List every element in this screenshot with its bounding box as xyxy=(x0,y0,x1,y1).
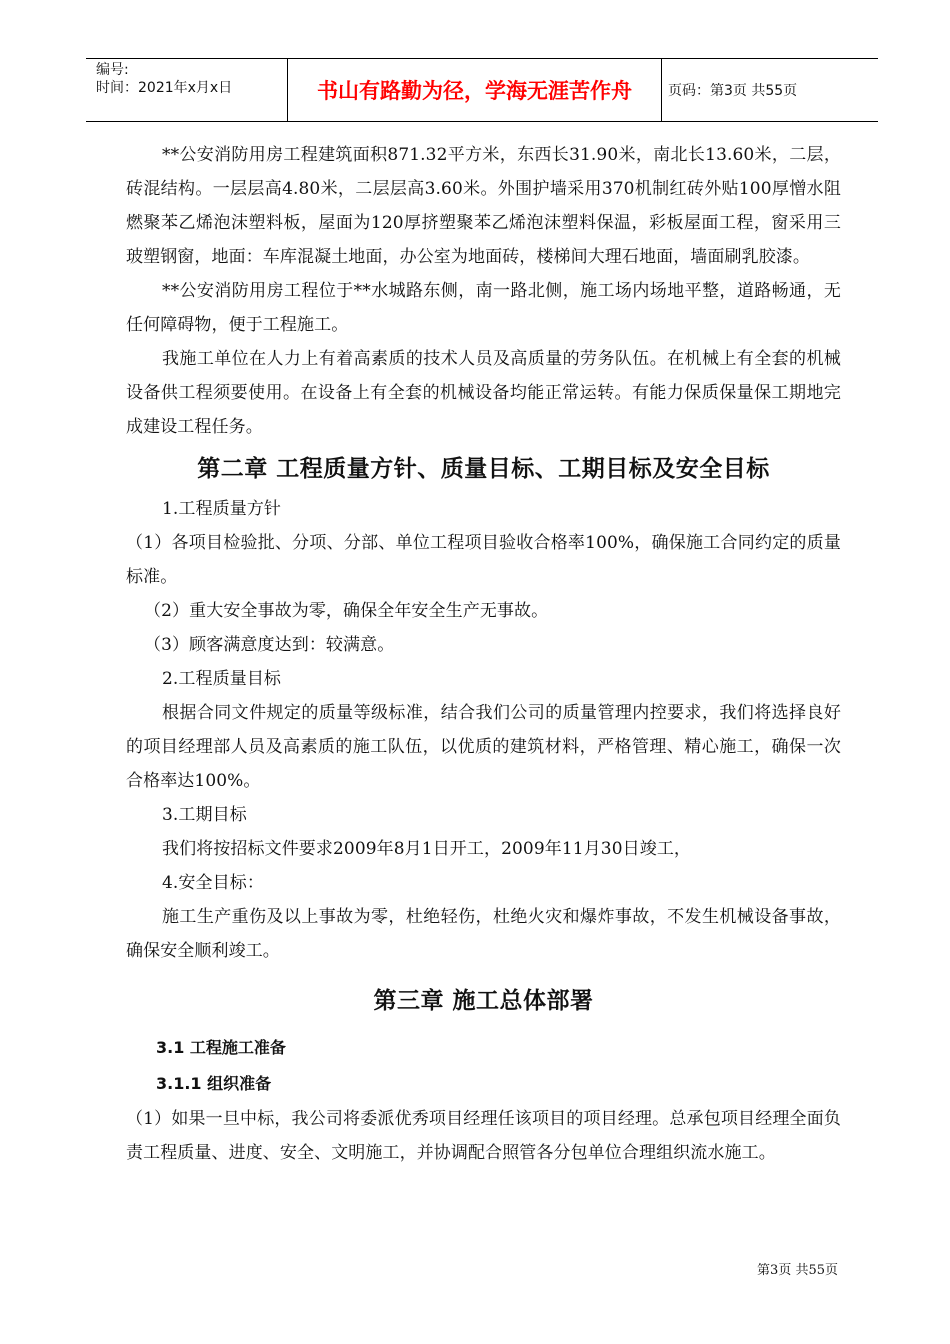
section-quality-policy-title: 1.工程质量方针 xyxy=(162,499,282,519)
quality-target-text: 根据合同文件规定的质量等级标准，结合我们公司的质量管理内控要求，我们将选择良好的项目经理部人员及高素质的施工队伍，以优质的建筑材料，严格管理、精心施工，确保一次合格率达100%。 xyxy=(126,703,841,791)
section-3-1-1-title: 3.1.1 组织准备 xyxy=(156,1074,272,1093)
page-header xyxy=(86,58,878,122)
organization-prep-text: （1）如果一旦中标，我公司将委派优秀项目经理任该项目的项目经理。总承包项目经理全面负责工程质量、进度、安全、文明施工，并协调配合照管各分包单位合理组织流水施工。 xyxy=(126,1109,841,1163)
quality-policy-item-1: （1）各项目检验批、分项、分部、单位工程项目验收合格率100%，确保施工合同约定的质量标准。 xyxy=(126,533,841,587)
header-meta xyxy=(86,59,288,121)
section-schedule-target-title: 3.工期目标 xyxy=(162,805,247,825)
safety-target-text: 施工生产重伤及以上事故为零，杜绝轻伤，杜绝火灾和爆炸事故，不发生机械设备事故，确保安全顺利竣工。 xyxy=(126,907,841,961)
quality-policy-item-3: （3）顾客满意度达到：较满意。 xyxy=(144,635,395,655)
chapter-3-title: 第三章 施工总体部署 xyxy=(373,987,594,1014)
quality-policy-item-2: （2）重大安全事故为零，确保全年安全生产无事故。 xyxy=(144,601,549,621)
document-number-label: 编号: xyxy=(96,62,129,78)
header-page-info: 页码：第3页 共55页 xyxy=(668,83,798,99)
paragraph-contractor-capability: 我施工单位在人力上有着高素质的技术人员及高质量的劳务队伍。在机械上有全套的机械设备供工程须要使用。在设备上有全套的机械设备均能正常运转。有能力保质保量保工期地完成建设工程任务。 xyxy=(126,349,841,437)
page-footer: 第3页 共55页 xyxy=(757,1263,838,1278)
header-motto: 书山有路勤为径，学海无涯苦作舟 xyxy=(288,59,662,121)
section-quality-target-title: 2.工程质量目标 xyxy=(162,669,282,689)
chapter-2-title: 第二章 工程质量方针、质量目标、工期目标及安全目标 xyxy=(197,455,770,482)
document-body xyxy=(126,138,841,1170)
section-3-1-title: 3.1 工程施工准备 xyxy=(156,1038,286,1057)
document-date: 时间：2021年x月x日 xyxy=(96,80,233,96)
schedule-target-text: 我们将按招标文件要求2009年8月1日开工，2009年11月30日竣工， xyxy=(162,839,692,859)
section-safety-target-title: 4.安全目标： xyxy=(162,873,264,893)
paragraph-project-location: **公安消防用房工程位于**水城路东侧，南一路北侧，施工场内场地平整，道路畅通，无任何障碍物，便于工程施工。 xyxy=(126,281,841,335)
paragraph-project-overview: **公安消防用房工程建筑面积871.32平方米，东西长31.90米，南北长13.60米，二层，砖混结构。一层层高4.80米，二层层高3.60米。外围护墙采用370机制红砖外贴100厚憎水阻燃聚苯乙烯泡沫塑料板，屋面为120厚挤塑聚苯乙烯泡沫塑料保温，彩板屋面工程，窗采用三玻塑钢窗，地面：车库混凝土地面，办公室为地面砖，楼梯间大理石地面，墙面刷乳胶漆。 xyxy=(126,145,841,267)
